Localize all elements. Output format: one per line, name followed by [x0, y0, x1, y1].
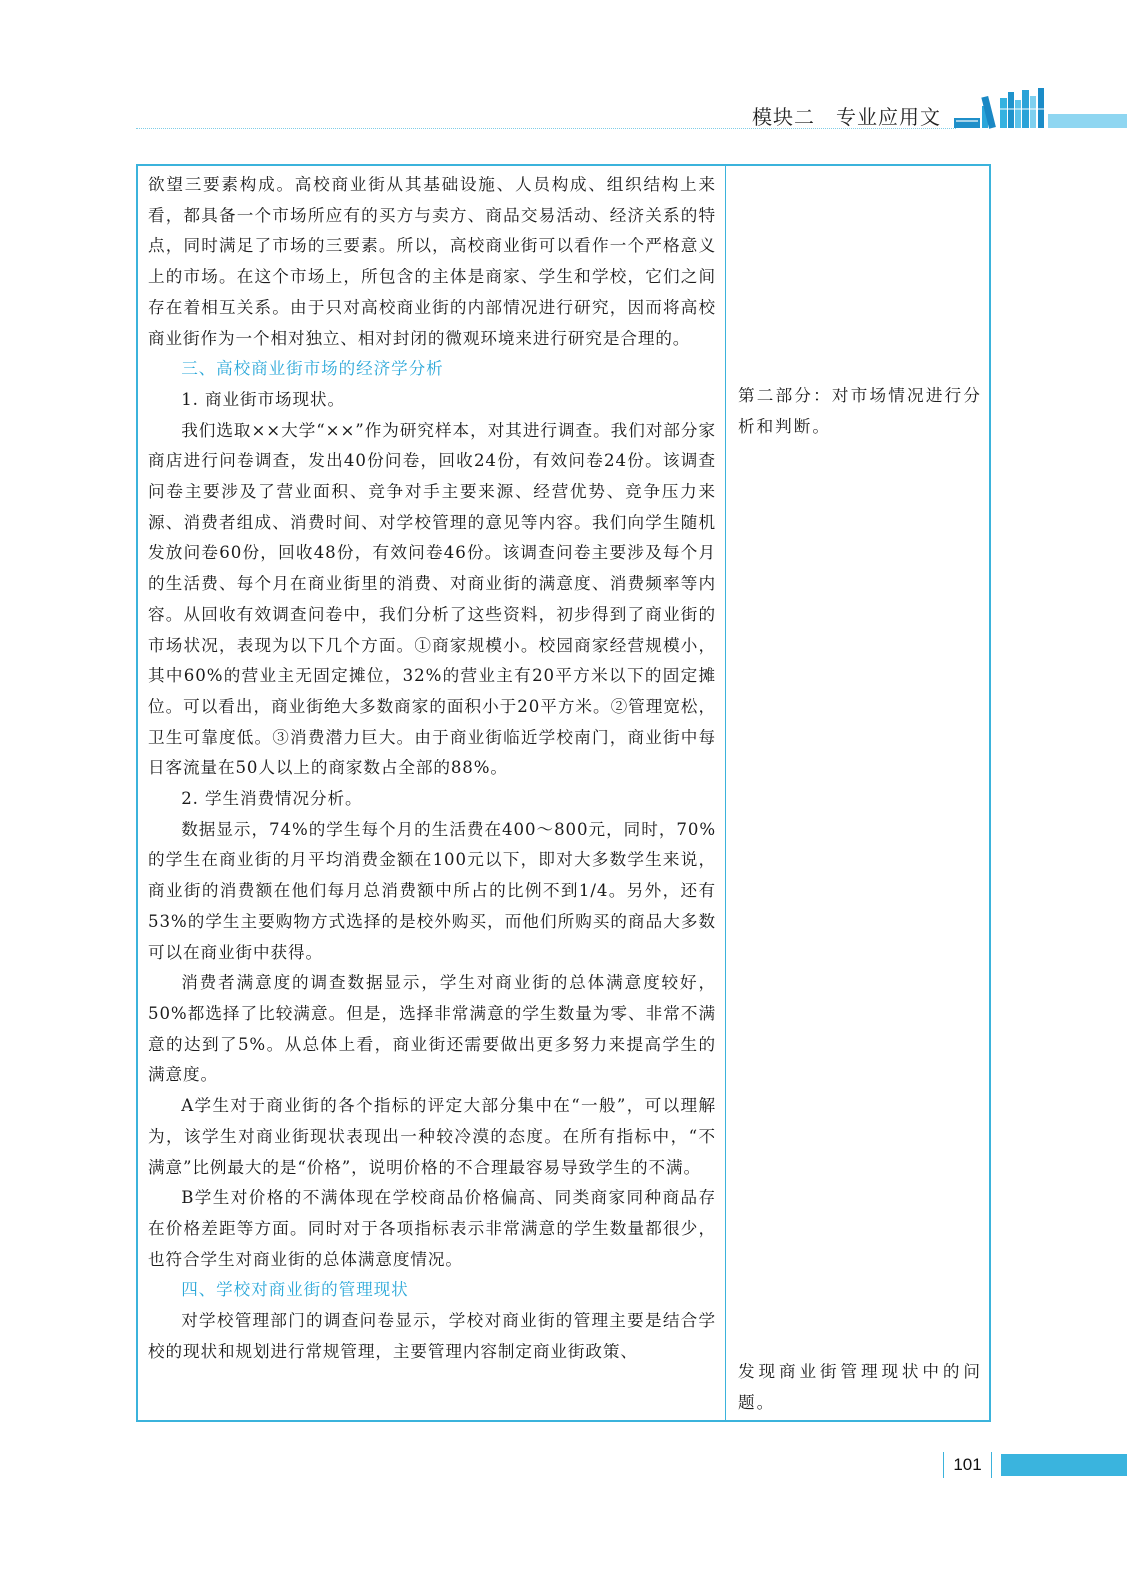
subheading-student-consumption: 2. 学生消费情况分析。	[181, 789, 363, 809]
paragraph-survey: 我们选取××大学“××”作为研究样本，对其进行调查。我们对部分家商店进行问卷调查，发出40份问卷，回收24份，有效问卷24份。该调查问卷主要涉及了营业面积、竞争对手主要来源、经营优势、竞争压力来源、消费者组成、消费时间、对学校管理的意见等内容。我们向学生随机发放问卷60份，回收48份，有效问卷46份。该调查问卷主要涉及每个月的生活费、每个月在商业街里的消费、对商业街的满意度、消费频率等内容。从回收有效调查问卷中，我们分析了这些资料，初步得到了商业街的市场状况，表现为以下几个方面。①商家规模小。校园商家经营规模小，其中60%的营业主无固定摊位，32%的营业主有20平方米以下的固定摊位。可以看出，商业街绝大多数商家的面积小于20平方米。②管理宽松，卫生可靠度低。③消费潜力巨大。由于商业街临近学校南门，商业街中每日客流量在50人以上的商家数占全部的88%。	[148, 420, 716, 778]
paragraph-b: B学生对价格的不满体现在学校商品价格偏高、同类商家同种商品存在价格差距等方面。同时对于各项指标表示非常满意的学生数量都很少，也符合学生对商业街的总体满意度情况。	[148, 1188, 716, 1269]
paragraph-a: A学生对于商业街的各个指标的评定大部分集中在“一般”，可以理解为，该学生对商业街现状表现出一种较冷漠的态度。在所有指标中，“不满意”比例最大的是“价格”，说明价格的不合理最容易导致学生的不满。	[148, 1096, 716, 1177]
page-number: 101	[943, 1452, 992, 1478]
subheading-market-status: 1. 商业街市场现状。	[181, 389, 345, 409]
paragraph-continued: 欲望三要素构成。高校商业街从其基础设施、人员构成、组织结构上来看，都具备一个市场所应有的买方与卖方、商品交易活动、经济关系的特点，同时满足了市场的三要素。所以，高校商业街可以看作一个严格意义上的市场。在这个市场上，所包含的主体是商家、学生和学校，它们之间存在着相互关系。由于只对高校商业街的内部情况进行研究，因而将高校商业街作为一个相对独立、相对封闭的微观环境来进行研究是合理的。	[148, 175, 716, 348]
paragraph-satisfaction: 消费者满意度的调查数据显示，学生对商业街的总体满意度较好，50%都选择了比较满意。但是，选择非常满意的学生数量为零、非常不满意的达到了5%。从总体上看，商业街还需要做出更多努力来提高学生的满意度。	[148, 973, 716, 1085]
column-divider	[725, 164, 726, 1422]
header-rule	[136, 128, 956, 129]
paragraph-management: 对学校管理部门的调查问卷显示，学校对商业街的管理主要是结合学校的现状和规划进行常规管理，主要管理内容制定商业街政策、	[148, 1311, 716, 1361]
module-title: 模块二 专业应用文	[752, 105, 941, 129]
bookshelf-icon	[952, 86, 1127, 130]
main-text-column	[148, 170, 716, 1367]
side-note-management: 发现商业街管理现状中的问题。	[738, 1362, 982, 1412]
side-note-part-two: 第二部分：对市场情况进行分析和判断。	[738, 386, 982, 436]
footer-accent-bar	[1001, 1454, 1127, 1476]
paragraph-data: 数据显示，74%的学生每个月的生活费在400～800元，同时，70%的学生在商业街的月平均消费金额在100元以下，即对大多数学生来说，商业街的消费额在他们每月总消费额中所占的比例不到1/4。另外，还有53%的学生主要购物方式选择的是校外购买，而他们所购买的商品大多数可以在商业街中获得。	[148, 819, 716, 962]
section-heading-4: 四、学校对商业街的管理现状	[181, 1280, 409, 1300]
section-heading-3: 三、高校商业街市场的经济学分析	[181, 359, 444, 379]
